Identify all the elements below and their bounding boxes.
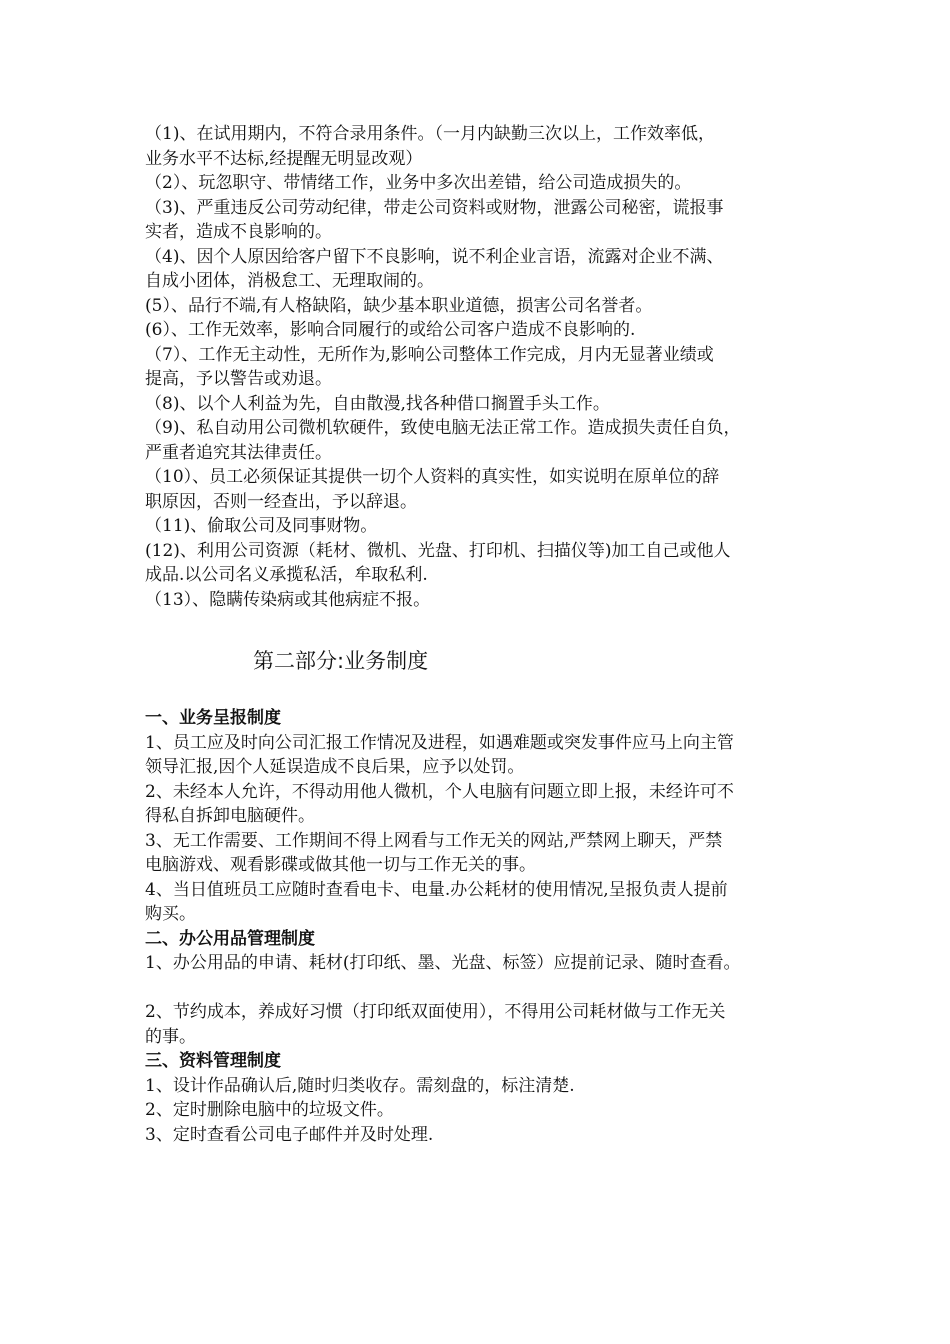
rule-line: （4)、因个人原因给客户留下不良影响，说不利企业言语，流露对企业不满、: [145, 246, 724, 267]
rule-line: （3)、严重违反公司劳动纪律，带走公司资料或财物，泄露公司秘密，谎报事: [145, 197, 724, 218]
section-line: 1、员工应及时向公司汇报工作情况及进程，如遇难题或突发事件应马上向主管: [145, 732, 734, 753]
section-heading: 三、资料管理制度: [145, 1051, 281, 1071]
section-heading: 二、办公用品管理制度: [145, 928, 315, 949]
rule-line: （9)、私自动用公司微机软硬件，致使电脑无法正常工作。造成损失责任自负，: [145, 418, 741, 438]
section-line: 领导汇报,因个人延误造成不良后果，应予以处罚。: [145, 757, 525, 777]
rule-line: 成品.以公司名义承揽私活，牟取私利.: [145, 565, 428, 585]
section-line: 1、设计作品确认后,随时归类收存。需刻盘的，标注清楚.: [145, 1075, 575, 1096]
section-line: 3、定时查看公司电子邮件并及时处理.: [145, 1124, 434, 1145]
section-line: 的事。: [145, 1026, 196, 1047]
section-line: 1、办公用品的申请、耗材(打印纸、墨、光盘、标签）应提前记录、随时查看。: [145, 953, 741, 973]
rule-line: 业务水平不达标,经提醒无明显改观）: [145, 148, 423, 169]
section-office-supplies: [145, 927, 835, 1050]
rule-line: （11)、偷取公司及同事财物。: [145, 516, 378, 536]
blank-line: [145, 976, 835, 1001]
rule-line: 严重者追究其法律责任。: [145, 442, 332, 463]
rule-line: （10）、员工必须保证其提供一切个人资料的真实性，如实说明在原单位的辞: [145, 467, 720, 487]
section-line: 电脑游戏、观看影碟或做其他一切与工作无关的事。: [145, 855, 536, 875]
section-heading: 一、业务呈报制度: [145, 708, 281, 728]
rule-line: 提高，予以警告或劝退。: [145, 369, 332, 389]
rule-line: （2）、玩忽职守、带情绪工作，业务中多次出差错，给公司造成损失的。: [145, 173, 692, 193]
section-line: 2、定时删除电脑中的垃圾文件。: [145, 1100, 394, 1120]
rule-line: 实者，造成不良影响的。: [145, 222, 332, 242]
section-line: 2、未经本人允许，不得动用他人微机，个人电脑有问题立即上报，未经许可不: [145, 781, 734, 802]
section-data-management: [145, 1049, 835, 1147]
section-line: 2、节约成本，养成好习惯（打印纸双面使用），不得用公司耗材做与工作无关: [145, 1002, 726, 1022]
section-line: 购买。: [145, 904, 196, 924]
section-line: 4、当日值班员工应随时查看电卡、电量.办公耗材的使用情况,呈报负责人提前: [145, 879, 728, 900]
document-page: [145, 122, 835, 1147]
rule-line: (5）、品行不端,有人格缺陷，缺少基本职业道德，损害公司名誉者。: [145, 295, 653, 316]
rule-line: （7）、工作无主动性，无所作为,影响公司整体工作完成，月内无显著业绩或: [145, 344, 714, 365]
rule-line: 职原因，否则一经查出，予以辞退。: [145, 491, 417, 512]
rules-list: [145, 122, 835, 612]
section-business-reporting: [145, 706, 835, 927]
rule-line: （1)、在试用期内，不符合录用条件。（一月内缺勤三次以上，工作效率低，: [145, 124, 715, 144]
part-title: 第二部分:业务制度: [253, 649, 429, 673]
rule-line: 自成小团体，消极怠工、无理取闹的。: [145, 271, 434, 291]
section-line: 3、无工作需要、工作期间不得上网看与工作无关的网站,严禁网上聊天，严禁: [145, 830, 723, 851]
section-line: 得私自拆卸电脑硬件。: [145, 806, 315, 826]
rule-line: (6）、工作无效率，影响合同履行的或给公司客户造成不良影响的.: [145, 320, 636, 340]
rule-line: (12)、利用公司资源（耗材、微机、光盘、打印机、扫描仪等)加工自己或他人: [145, 540, 731, 561]
rule-line: （13）、隐瞒传染病或其他病症不报。: [145, 589, 431, 610]
rule-line: （8)、以个人利益为先，自由散漫,找各种借口搁置手头工作。: [145, 393, 610, 414]
